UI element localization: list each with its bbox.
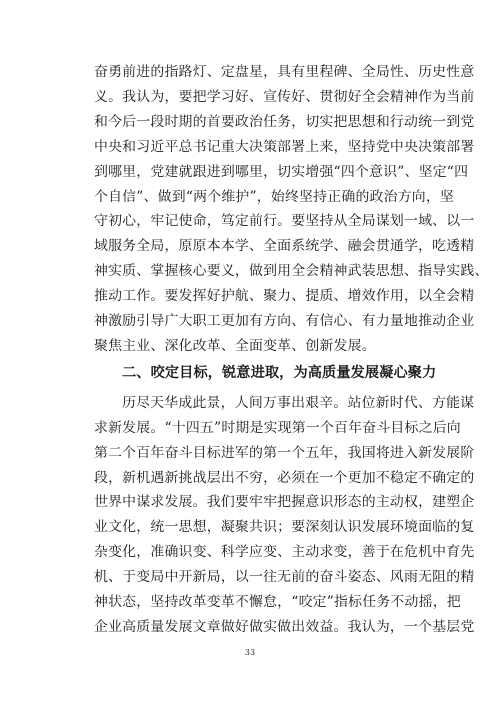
body-text-line: 到哪里，党建就跟进到哪里，切实增强“四个意识”、坚定“四 <box>94 163 469 180</box>
body-text-line: 个自信”、做到“两个维护”，始终坚持正确的政治方向，坚 <box>94 188 455 205</box>
body-text-line: 义。我认为，要把学习好、宣传好、贯彻好全会精神作为当前 <box>94 88 475 105</box>
body-text-line: 聚焦主业、深化改革、全面变革、创新发展。 <box>94 337 376 354</box>
section-heading: 二、咬定目标，锐意进取，为高质量发展凝心聚力 <box>122 364 437 381</box>
body-text-line: 神实质、掌握核心要义，做到用全会精神武装思想、指导实践、 <box>94 263 489 280</box>
body-text-line: 和今后一段时期的首要政治任务，切实把思想和行动统一到党 <box>94 113 475 130</box>
body-text-line: 杂变化，准确识变、科学应变、主动求变，善于在危机中育先 <box>94 544 475 561</box>
body-text-line: 企业高质量发展文章做好做实做出效益。我认为，一个基层党 <box>94 618 475 635</box>
body-text-line: 域服务全局，原原本本学、全面系统学、融会贯通学，吃透精 <box>94 238 475 255</box>
body-text-line: 第二个百年奋斗目标进军的第一个五年，我国将进入新发展阶 <box>94 444 475 461</box>
body-text-line: 历尽天华成此景，人间万事出艰辛。站位新时代、方能谋 <box>122 394 475 411</box>
body-text-line: 世界中谋求发展。我们要牢牢把握意识形态的主动权，建塑企 <box>94 494 475 511</box>
body-text-line: 机、于变局中开新局，以一往无前的奋斗姿态、风雨无阻的精 <box>94 569 475 586</box>
body-text-line: 神状态，坚持改革变革不懈怠，“咬定”指标任务不动摇，把 <box>94 594 461 610</box>
body-text-line: 求新发展。“十四五”时期是实现第一个百年奋斗目标之后向 <box>94 419 461 436</box>
page-number: 33 <box>244 647 256 657</box>
body-text-line: 推动工作。要发挥好护航、聚力、提质、增效作用，以全会精 <box>94 288 475 305</box>
body-text-line: 奋勇前进的指路灯、定盘星，具有里程碑、全局性、历史性意 <box>94 64 475 80</box>
body-text-line: 业文化，统一思想，凝聚共识；要深刻认识发展环境面临的复 <box>94 519 475 536</box>
body-text-line: 神激励引导广大职工更加有方向、有信心、有力量地推动企业 <box>94 313 475 329</box>
body-text-line: 段，新机遇新挑战层出不穷，必须在一个更加不稳定不确定的 <box>94 469 475 486</box>
body-text-line: 中央和习近平总书记重大决策部署上来，坚持党中央决策部署 <box>94 138 475 155</box>
body-text-line: 守初心，牢记使命，笃定前行。要坚持从全局谋划一域、以一 <box>94 213 475 230</box>
